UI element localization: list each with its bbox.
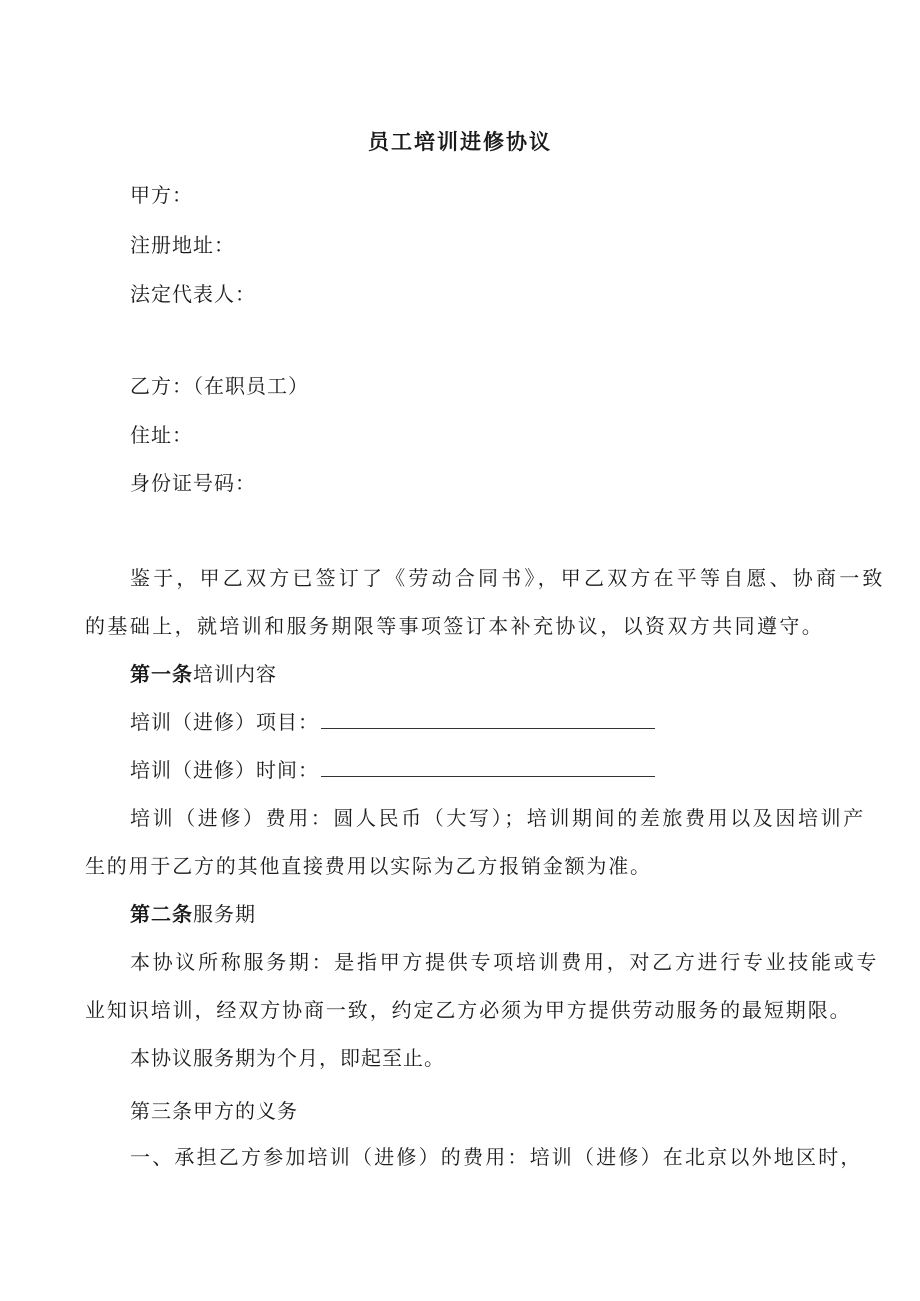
article-1-number: 第一条	[130, 662, 193, 686]
party-b-label: 乙方：（在职员工）	[130, 374, 309, 398]
party-b-id-label: 身份证号码：	[130, 471, 256, 495]
article-1-heading	[130, 662, 277, 686]
document-title: 员工培训进修协议	[368, 129, 552, 154]
training-item-label: 培训（进修）项目：	[130, 710, 319, 734]
article-3-clause-1: 一、承担乙方参加培训（进修）的费用：培训（进修）在北京以外地区时，	[130, 1145, 863, 1169]
party-a-address-label: 注册地址：	[130, 233, 235, 257]
training-fee-line-2: 生的用于乙方的其他直接费用以实际为乙方报销金额为准。	[85, 854, 652, 878]
party-a-label: 甲方：	[130, 183, 193, 207]
party-a-representative-label: 法定代表人：	[130, 282, 256, 306]
preamble-line-2: 的基础上，就培训和服务期限等事项签订本补充协议，以资双方共同遵守。	[85, 614, 825, 638]
training-fee-line-1: 培训（进修）费用：圆人民币（大写）；培训期间的差旅费用以及因培训产	[130, 806, 866, 830]
training-time-row	[130, 758, 655, 782]
party-b-address-label: 住址：	[130, 423, 193, 447]
article-3-heading: 第三条甲方的义务	[130, 1099, 298, 1123]
training-time-label: 培训（进修）时间：	[130, 758, 319, 782]
training-item-field[interactable]	[321, 710, 655, 729]
service-period-definition-line-2: 业知识培训，经双方协商一致，约定乙方必须为甲方提供劳动服务的最短期限。	[85, 998, 852, 1022]
preamble-line-1: 鉴于，甲乙双方已签订了《劳动合同书》，甲乙双方在平等自愿、协商一致	[130, 566, 886, 590]
service-period-definition-line-1: 本协议所称服务期：是指甲方提供专项培训费用，对乙方进行专业技能或专	[130, 950, 880, 974]
article-1-title: 培训内容	[193, 662, 277, 686]
service-period-duration: 本协议服务期为个月，即起至止。	[130, 1046, 445, 1070]
training-time-field[interactable]	[321, 758, 655, 777]
article-2-number: 第二条	[130, 902, 193, 926]
training-item-row	[130, 710, 655, 734]
article-2-heading	[130, 902, 256, 926]
article-2-title: 服务期	[193, 902, 256, 926]
